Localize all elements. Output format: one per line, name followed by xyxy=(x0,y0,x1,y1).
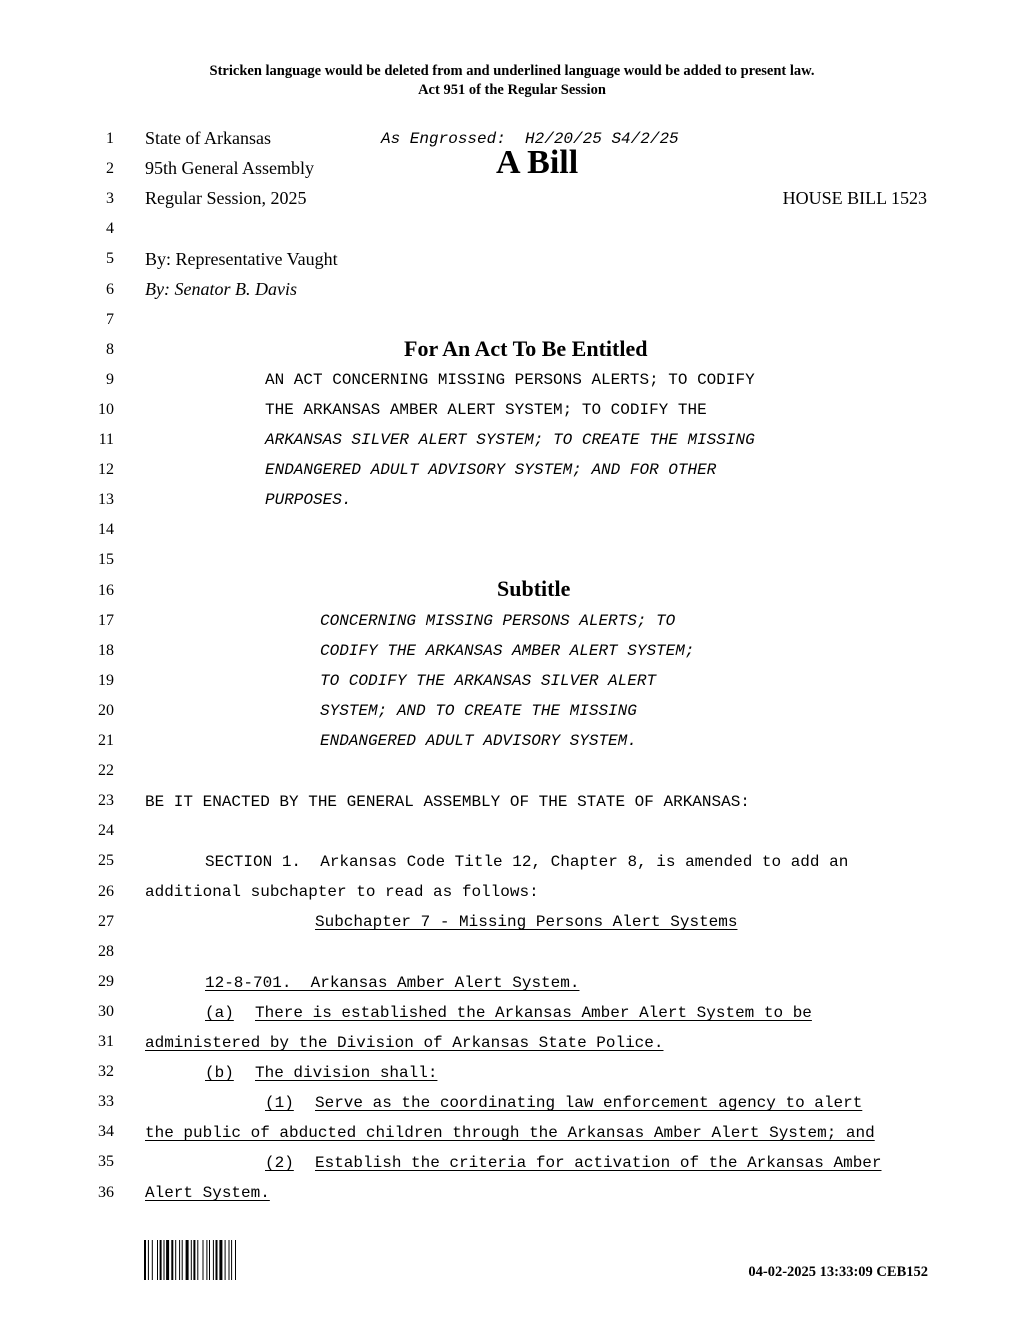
line-number: 5 xyxy=(106,250,114,267)
section-1-text: SECTION 1. Arkansas Code Title 12, Chapter 8, is amended to add an xyxy=(205,853,849,871)
barcode-icon xyxy=(144,1240,274,1280)
code-section-heading: 12-8-701. Arkansas Amber Alert System. xyxy=(205,974,580,992)
legislative-notice-header xyxy=(0,62,1024,100)
title-line: ENDANGERED ADULT ADVISORY SYSTEM; AND FOR OTHER xyxy=(265,461,717,479)
line-number: 29 xyxy=(98,973,114,990)
barcode-bar xyxy=(171,1240,173,1280)
line-number: 15 xyxy=(98,551,114,568)
line-number: 3 xyxy=(106,190,114,207)
barcode-bar xyxy=(191,1240,192,1280)
item-2-text: Establish the criteria for activation of the Arkansas Amber xyxy=(315,1154,882,1172)
barcode-bar xyxy=(175,1240,176,1280)
document-timestamp: 04-02-2025 13:33:09 CEB152 xyxy=(748,1264,928,1280)
line-number: 12 xyxy=(98,461,114,478)
barcode-bar xyxy=(235,1240,236,1280)
subsection-a-text-continued: administered by the Division of Arkansas State Police. xyxy=(145,1034,664,1052)
line-number: 22 xyxy=(98,762,114,779)
engrossed-dates: As Engrossed: H2/20/25 S4/2/25 xyxy=(381,130,679,148)
line-number: 19 xyxy=(98,672,114,689)
subtitle-line: SYSTEM; AND TO CREATE THE MISSING xyxy=(320,702,637,720)
section-1-text-continued: additional subchapter to read as follows: xyxy=(145,883,539,901)
barcode-bar xyxy=(152,1240,153,1280)
subsection-a-text: There is established the Arkansas Amber Alert System to be xyxy=(255,1004,812,1022)
line-number: 2 xyxy=(106,160,114,177)
barcode-bar xyxy=(213,1240,214,1280)
line-number: 30 xyxy=(98,1003,114,1020)
line-number: 16 xyxy=(98,582,114,599)
subtitle-heading: Subtitle xyxy=(497,576,571,601)
barcode-bar xyxy=(157,1240,158,1280)
line-number: 4 xyxy=(106,220,114,237)
line-number: 24 xyxy=(98,822,114,839)
barcode-bar xyxy=(148,1240,149,1280)
line-number: 31 xyxy=(98,1033,114,1050)
title-line: AN ACT CONCERNING MISSING PERSONS ALERTS; TO CODIFY xyxy=(265,371,755,389)
state-name: State of Arkansas xyxy=(145,128,271,148)
senate-sponsor: By: Senator B. Davis xyxy=(145,279,297,299)
line-number: 20 xyxy=(98,702,114,719)
line-number: 34 xyxy=(98,1123,114,1140)
barcode-bar xyxy=(231,1240,232,1280)
line-number: 1 xyxy=(106,130,114,147)
subtitle-line: TO CODIFY THE ARKANSAS SILVER ALERT xyxy=(320,672,657,690)
subtitle-line: CODIFY THE ARKANSAS AMBER ALERT SYSTEM; xyxy=(320,642,695,660)
item-1-text: Serve as the coordinating law enforcement agency to alert xyxy=(315,1094,863,1112)
line-number: 26 xyxy=(98,883,114,900)
line-number: 25 xyxy=(98,852,114,869)
line-number: 33 xyxy=(98,1093,114,1110)
subsection-b-label: (b) xyxy=(205,1064,234,1082)
line-number: 27 xyxy=(98,913,114,930)
line-number: 9 xyxy=(106,371,114,388)
enacting-clause: BE IT ENACTED BY THE GENERAL ASSEMBLY OF THE STATE OF ARKANSAS: xyxy=(145,793,750,811)
item-2-label: (2) xyxy=(265,1154,294,1172)
barcode-bar xyxy=(182,1240,183,1280)
line-number: 11 xyxy=(98,431,114,448)
barcode-bar xyxy=(219,1240,222,1280)
line-number: 6 xyxy=(106,281,114,298)
line-number: 21 xyxy=(98,732,114,749)
house-sponsor: By: Representative Vaught xyxy=(145,249,338,269)
line-number: 13 xyxy=(98,491,114,508)
line-number: 17 xyxy=(98,612,114,629)
barcode-bar xyxy=(229,1240,230,1280)
amendment-notice: Stricken language would be deleted from and underlined language would be added to present law. xyxy=(209,63,815,79)
barcode-bar xyxy=(164,1240,165,1280)
line-number: 23 xyxy=(98,792,114,809)
subsection-b-text: The division shall: xyxy=(255,1064,438,1082)
subsection-a-label: (a) xyxy=(205,1004,234,1022)
barcode-bar xyxy=(209,1240,210,1280)
barcode-bar xyxy=(216,1240,218,1280)
session-name: Regular Session, 2025 xyxy=(145,188,307,208)
subtitle-line: ENDANGERED ADULT ADVISORY SYSTEM. xyxy=(320,732,637,750)
barcode-bar xyxy=(144,1240,146,1280)
line-number: 32 xyxy=(98,1063,114,1080)
subchapter-heading: Subchapter 7 - Missing Persons Alert Systems xyxy=(315,913,738,931)
line-number: 36 xyxy=(98,1184,114,1201)
item-2-text-continued: Alert System. xyxy=(145,1184,270,1202)
barcode-bar xyxy=(186,1240,189,1280)
subtitle-line: CONCERNING MISSING PERSONS ALERTS; TO xyxy=(320,612,676,630)
line-number: 35 xyxy=(98,1153,114,1170)
act-number: Act 951 of the Regular Session xyxy=(418,82,606,98)
barcode-bar xyxy=(160,1240,162,1280)
barcode-bar xyxy=(179,1240,180,1280)
barcode-bar xyxy=(166,1240,169,1280)
barcode-bar xyxy=(193,1240,195,1280)
line-number: 18 xyxy=(98,642,114,659)
barcode-bar xyxy=(203,1240,204,1280)
line-number: 28 xyxy=(98,943,114,960)
title-line: THE ARKANSAS AMBER ALERT SYSTEM; TO CODIFY THE xyxy=(265,401,707,419)
line-number: 14 xyxy=(98,521,114,538)
title-line: ARKANSAS SILVER ALERT SYSTEM; TO CREATE THE MISSING xyxy=(265,431,755,449)
barcode-bar xyxy=(206,1240,207,1280)
barcode-bar xyxy=(225,1240,226,1280)
general-assembly: 95th General Assembly xyxy=(145,158,314,178)
line-number: 7 xyxy=(106,311,114,328)
line-number: 10 xyxy=(98,401,114,418)
title-line: PURPOSES. xyxy=(265,491,352,509)
item-1-label: (1) xyxy=(265,1094,294,1112)
barcode-bar xyxy=(197,1240,198,1280)
line-number: 8 xyxy=(106,341,114,358)
bill-number: HOUSE BILL 1523 xyxy=(782,188,927,208)
item-1-text-continued: the public of abducted children through the Arkansas Amber Alert System; and xyxy=(145,1124,875,1142)
document-title: A Bill xyxy=(496,144,579,181)
entitled-heading: For An Act To Be Entitled xyxy=(404,336,648,361)
